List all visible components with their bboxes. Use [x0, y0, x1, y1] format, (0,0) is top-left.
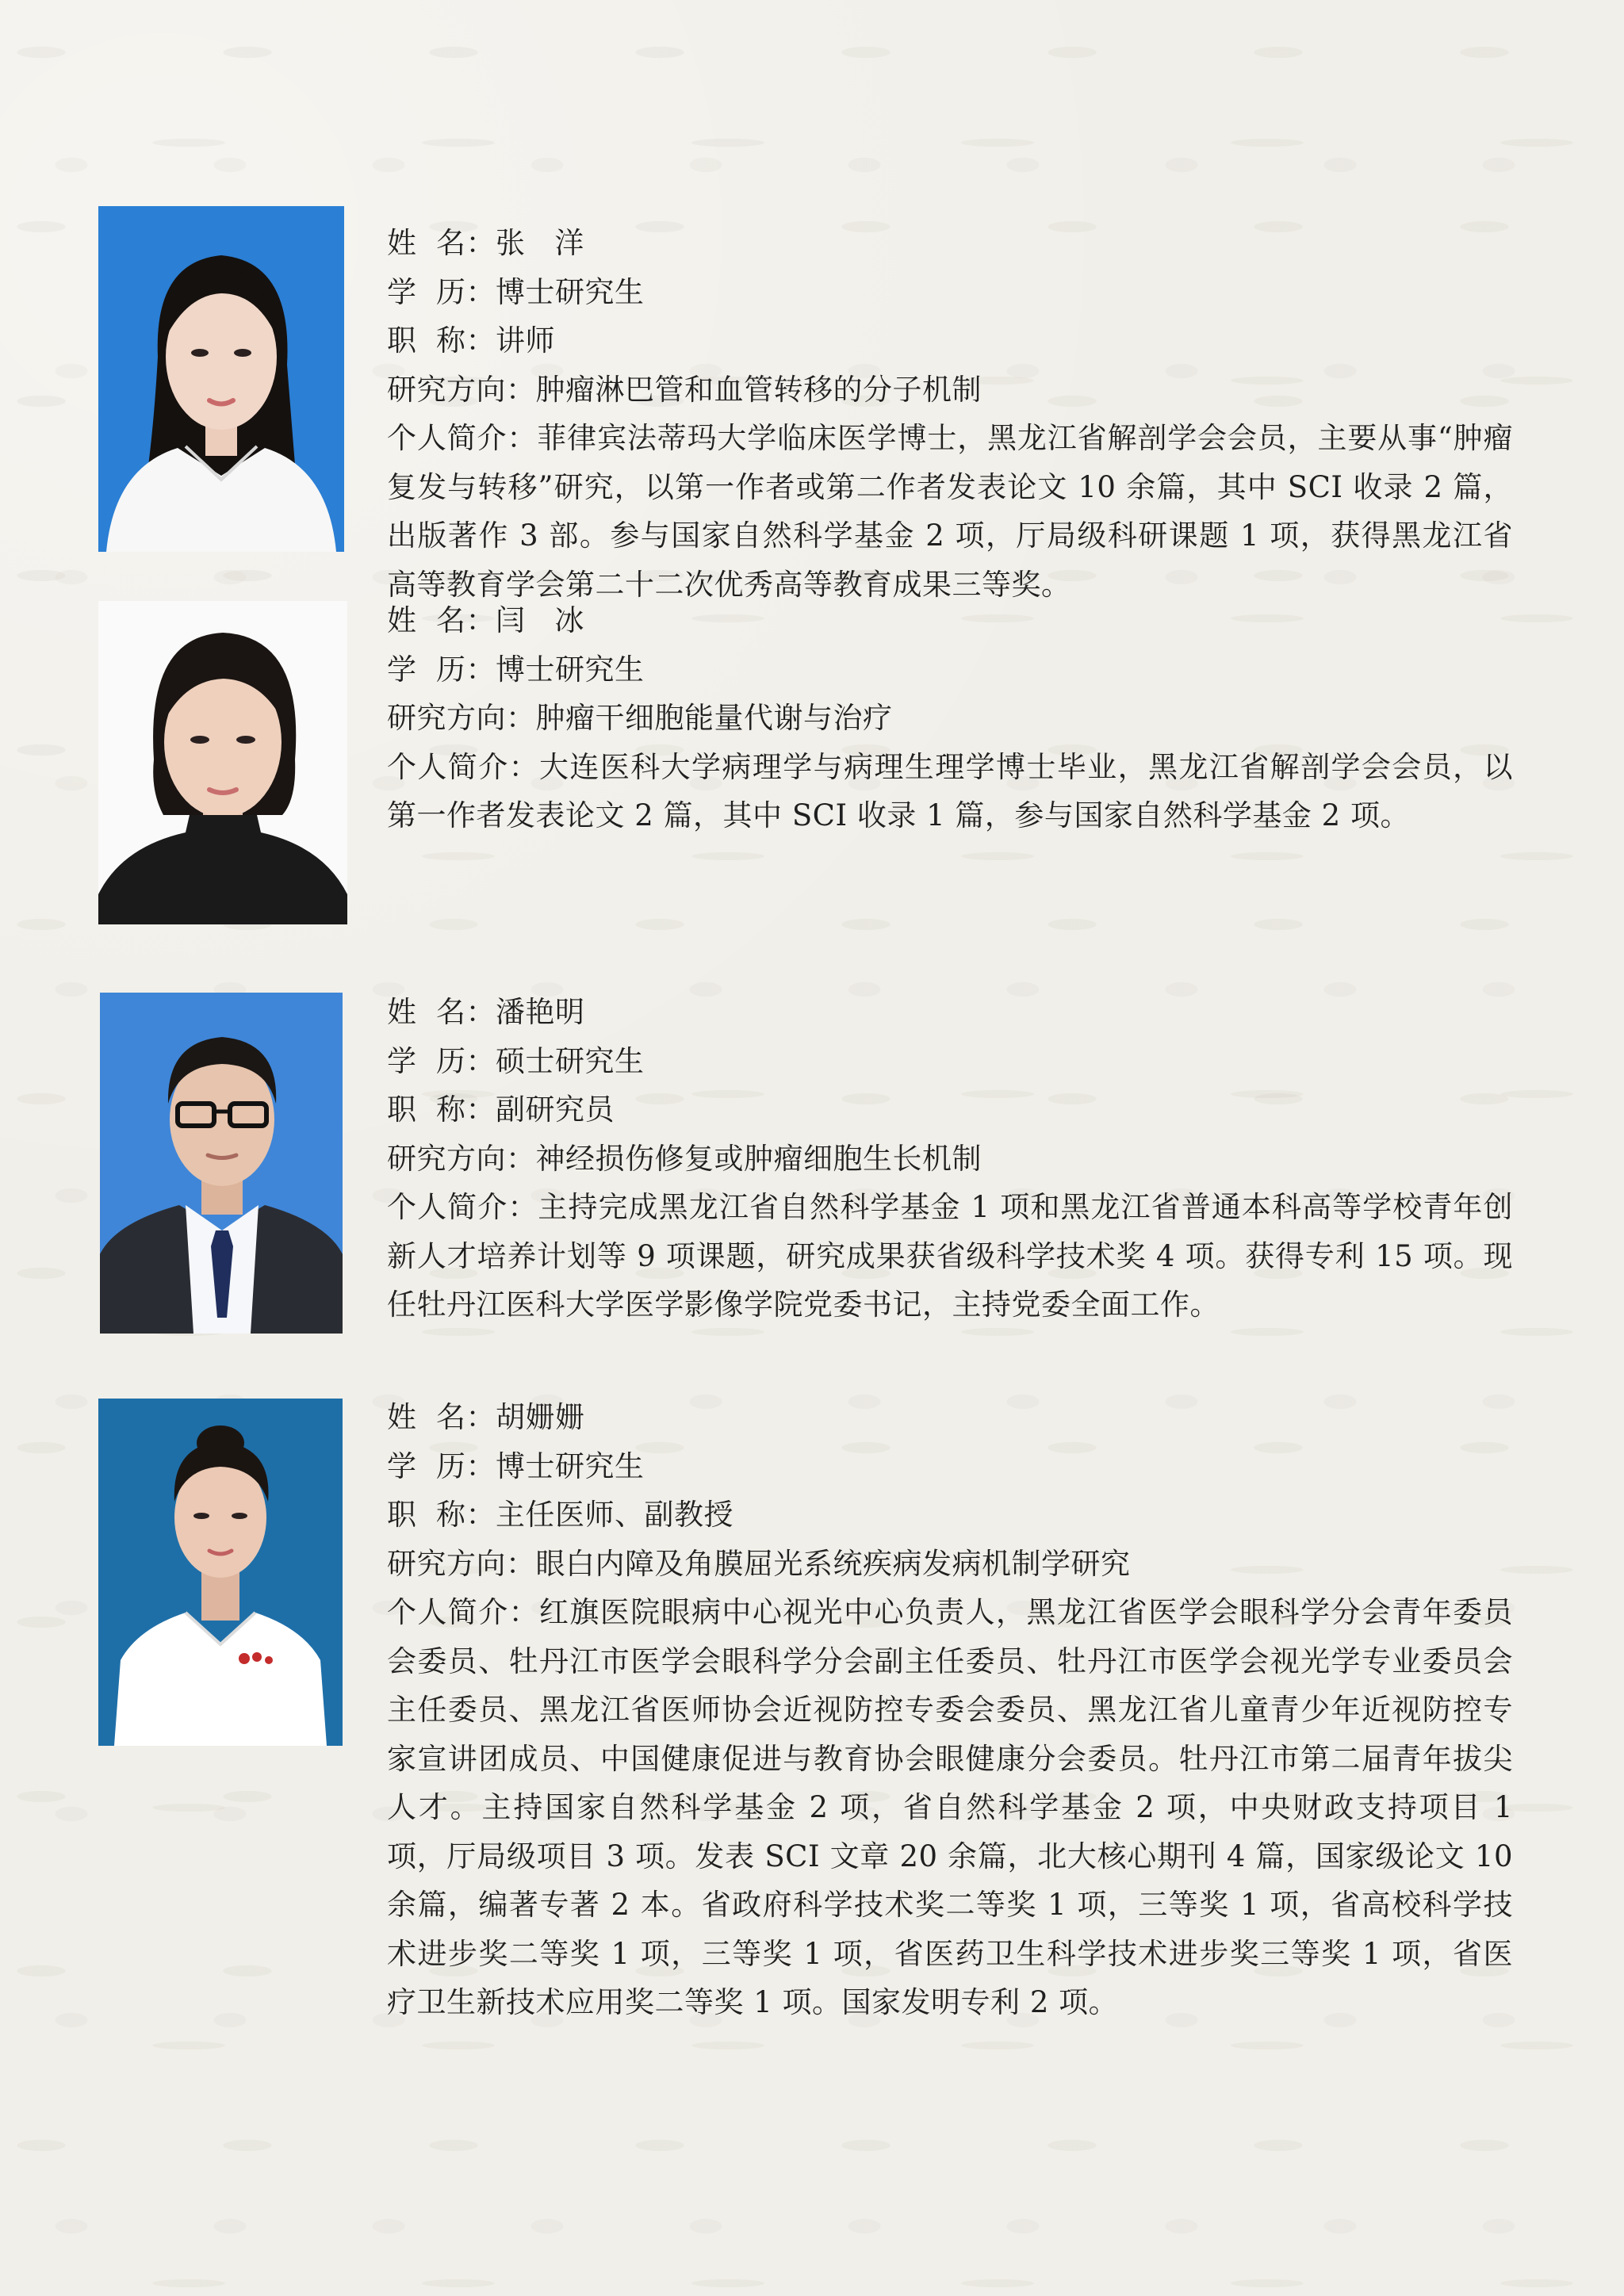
title-value: 讲师	[496, 323, 556, 358]
profile-photo-4	[98, 1399, 343, 1746]
education-value: 博士研究生	[496, 652, 645, 687]
profile-info-4	[387, 1393, 1513, 2027]
education-row	[387, 645, 1513, 695]
profile-photo-1	[98, 206, 344, 552]
name-label: 姓 名：	[387, 226, 496, 260]
education-label: 学 历：	[387, 274, 496, 309]
title-row	[387, 1490, 1513, 1540]
education-value: 硕士研究生	[496, 1043, 645, 1078]
name-value: 张 洋	[496, 226, 584, 260]
bio-label: 个人简介：	[387, 749, 540, 784]
name-value: 闫 冰	[496, 603, 584, 637]
profile-info-3	[387, 988, 1513, 1330]
title-value: 副研究员	[496, 1093, 615, 1127]
bio-label: 个人简介：	[387, 421, 538, 455]
bio-text: 红旗医院眼病中心视光中心负责人，黑龙江省医学会眼科学分会青年委员会委员、牡丹江市医学会眼科学分会副主任委员、牡丹江市医学会视光学专业委员会主任委员、黑龙江省医师协会近视防控专委会委员、黑龙江省儿童青少年近视防控专家宣讲团成员、中国健康促进与教育协会眼健康分会委员。牡丹江市第二届青年拔尖人才。主持国家自然科学基金 2 项，省自然科学基金 2 项，中央财政支持项目 1 项，厅局级项目 3 项。发表 SCI 文章 20 余篇，北大核心期刊 4 篇，国家级论文 10 余篇，编著专著 2 本。省政府科学技术奖二等奖 1 项，三等奖 1 项，省高校科学技术进步奖二等奖 1 项，三等奖 1 项，省医药卫生科学技术进步奖三等奖 1 项，省医疗卫生新技术应用奖二等奖 1 项。国家发明专利 2 项。	[387, 1595, 1513, 2019]
title-value: 主任医师、副教授	[496, 1498, 734, 1532]
name-row	[387, 219, 1513, 268]
education-row	[387, 268, 1513, 317]
bio-text: 大连医科大学病理学与病理生理学博士毕业，黑龙江省解剖学会会员，以第一作者发表论文 2 篇，其中 SCI 收录 1 篇，参与国家自然科学基金 2 项。	[387, 749, 1513, 832]
education-row	[387, 1442, 1513, 1491]
research-label: 研究方向：	[387, 1141, 536, 1176]
name-row	[387, 1393, 1513, 1442]
name-row	[387, 988, 1513, 1037]
research-value: 肿瘤干细胞能量代谢与治疗	[535, 701, 893, 735]
profile-photo-2	[98, 601, 347, 924]
profile-info-2	[387, 596, 1513, 840]
research-value: 肿瘤淋巴管和血管转移的分子机制	[535, 372, 982, 407]
research-value: 眼白内障及角膜屈光系统疾病发病机制学研究	[535, 1546, 1131, 1581]
name-row	[387, 596, 1513, 645]
research-row	[387, 365, 1513, 415]
name-value: 胡姗姗	[496, 1400, 585, 1434]
research-label: 研究方向：	[387, 1546, 536, 1581]
bio-label: 个人简介：	[387, 1190, 538, 1224]
research-label: 研究方向：	[387, 701, 536, 735]
education-value: 博士研究生	[496, 1448, 645, 1483]
education-value: 博士研究生	[496, 274, 645, 309]
education-label: 学 历：	[387, 1043, 496, 1078]
bio-text: 主持完成黑龙江省自然科学基金 1 项和黑龙江省普通本科高等学校青年创新人才培养计划等 9 项课题，研究成果获省级科学技术奖 4 项。获得专利 15 项。现任牡丹江医科大学医学影像学院党委书记，主持党委全面工作。	[387, 1190, 1514, 1322]
name-value: 潘艳明	[496, 995, 585, 1029]
title-row	[387, 316, 1513, 365]
bio-label: 个人简介：	[387, 1595, 540, 1629]
research-row	[387, 1540, 1513, 1589]
research-value: 神经损伤修复或肿瘤细胞生长机制	[535, 1141, 982, 1176]
research-row	[387, 694, 1513, 743]
title-row	[387, 1085, 1513, 1135]
bio-paragraph	[387, 414, 1513, 609]
bio-paragraph	[387, 743, 1513, 840]
education-label: 学 历：	[387, 1448, 496, 1483]
bio-paragraph	[387, 1588, 1513, 2027]
title-label: 职 称：	[387, 323, 496, 358]
research-label: 研究方向：	[387, 372, 536, 407]
education-label: 学 历：	[387, 652, 496, 687]
name-label: 姓 名：	[387, 603, 496, 637]
education-row	[387, 1037, 1513, 1086]
research-row	[387, 1135, 1513, 1184]
bio-paragraph	[387, 1183, 1513, 1330]
name-label: 姓 名：	[387, 995, 496, 1029]
title-label: 职 称：	[387, 1498, 496, 1532]
profile-photo-3	[100, 993, 343, 1334]
bio-text: 菲律宾法蒂玛大学临床医学博士，黑龙江省解剖学会会员，主要从事“肿瘤复发与转移”研究，以第一作者或第二作者发表论文 10 余篇，其中 SCI 收录 2 篇，出版著作 3 部。参与国家自然科学基金 2 项，厅局级科研课题 1 项，获得黑龙江省高等教育学会第二十二次优秀高等教育成果三等奖。	[387, 421, 1514, 602]
profile-info-1	[387, 219, 1513, 609]
title-label: 职 称：	[387, 1093, 496, 1127]
name-label: 姓 名：	[387, 1400, 496, 1434]
